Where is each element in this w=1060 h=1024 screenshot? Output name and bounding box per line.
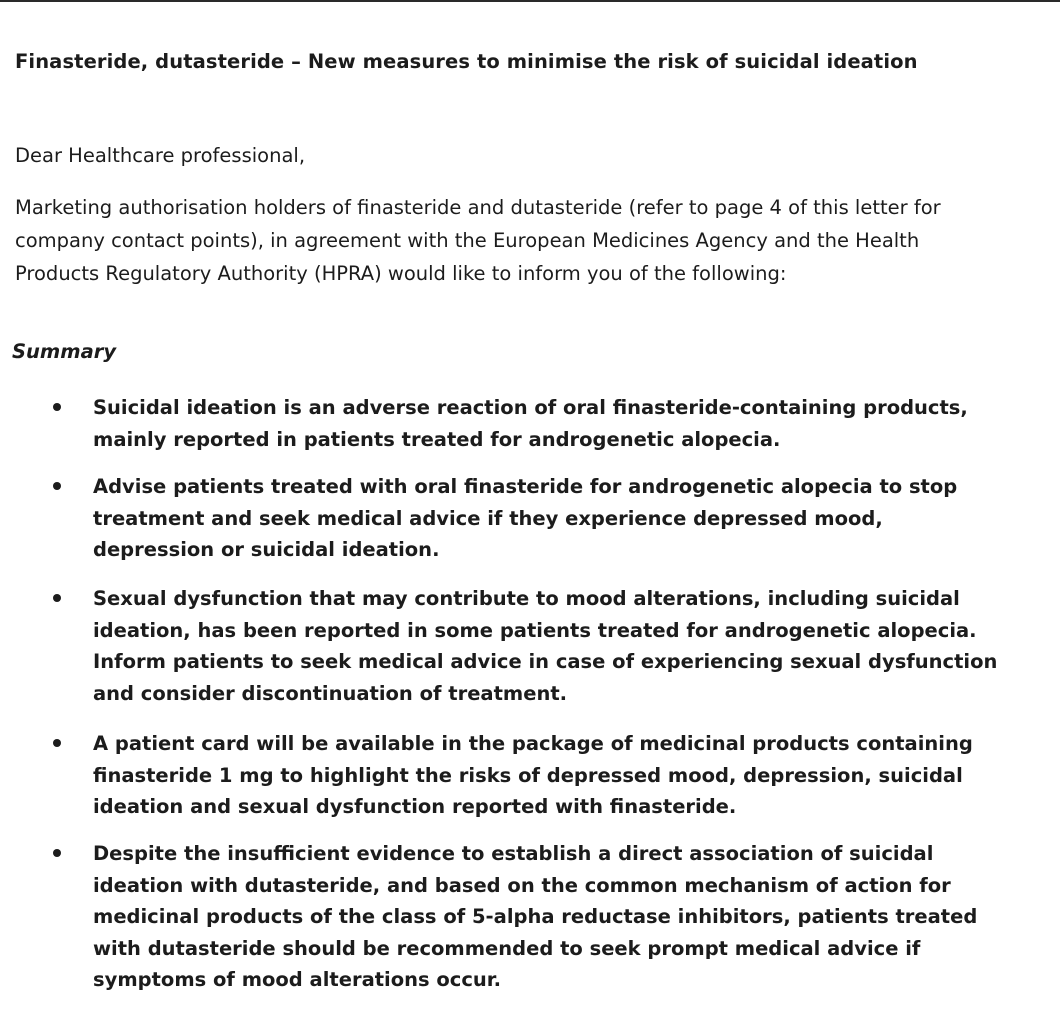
bullet-dot-icon (53, 739, 61, 747)
bullet-line: depression or suicidal ideation. (93, 538, 440, 561)
bullet-line: ideation with dutasteride, and based on the common mechanism of action for (93, 873, 951, 897)
top-border-line (0, 0, 1060, 2)
bullet-line: mainly reported in patients treated for androgenetic alopecia. (93, 427, 781, 451)
intro-line: Products Regulatory Authority (HPRA) would like to inform you of the following: (15, 262, 787, 285)
bullet-text (93, 838, 977, 996)
bullet-line: Suicidal ideation is an adverse reaction of oral finasteride-containing products, (93, 396, 968, 419)
bullet-line: with dutasteride should be recommended to seek prompt medical advice if (93, 936, 921, 960)
intro-line: Marketing authorisation holders of finasteride and dutasteride (refer to page 4 of this letter for (15, 196, 941, 219)
bullet-line: symptoms of mood alterations occur. (93, 968, 502, 991)
bullet-text (93, 471, 957, 566)
bullet-line: Despite the insufficient evidence to establish a direct association of suicidal (93, 842, 934, 865)
intro-line: company contact points), in agreement with the European Medicines Agency and the Health (15, 229, 920, 252)
bullet-line: finasteride 1 mg to highlight the risks of depressed mood, depression, suicidal (93, 763, 963, 787)
bullet-line: Inform patients to seek medical advice in case of experiencing sexual dysfunction (93, 650, 998, 673)
bullet-text (93, 728, 973, 823)
bullet-line: and consider discontinuation of treatment. (93, 681, 568, 705)
bullet-line: ideation and sexual dysfunction reported with finasteride. (93, 795, 737, 818)
intro-paragraph (15, 191, 1055, 290)
bullet-line: medicinal products of the class of 5-alpha reductase inhibitors, patients treated (93, 905, 978, 928)
bullet-dot-icon (53, 594, 61, 602)
bullet-dot-icon (53, 849, 61, 857)
bullet-line: A patient card will be available in the package of medicinal products containing (93, 732, 973, 755)
bullet-line: Advise patients treated with oral finasteride for androgenetic alopecia to stop (93, 475, 958, 498)
bullet-text (93, 583, 997, 709)
bullet-line: treatment and seek medical advice if they experience depressed mood, (93, 506, 883, 530)
document-title: Finasteride, dutasteride – New measures to minimise the risk of suicidal ideation (15, 50, 918, 73)
bullet-text (93, 392, 968, 455)
bullet-line: Sexual dysfunction that may contribute to mood alterations, including suicidal (93, 587, 960, 610)
bullet-dot-icon (53, 482, 61, 490)
bullet-line: ideation, has been reported in some patients treated for androgenetic alopecia. (93, 618, 977, 642)
summary-heading: Summary (12, 340, 117, 363)
bullet-dot-icon (53, 403, 61, 411)
salutation: Dear Healthcare professional, (15, 144, 306, 167)
